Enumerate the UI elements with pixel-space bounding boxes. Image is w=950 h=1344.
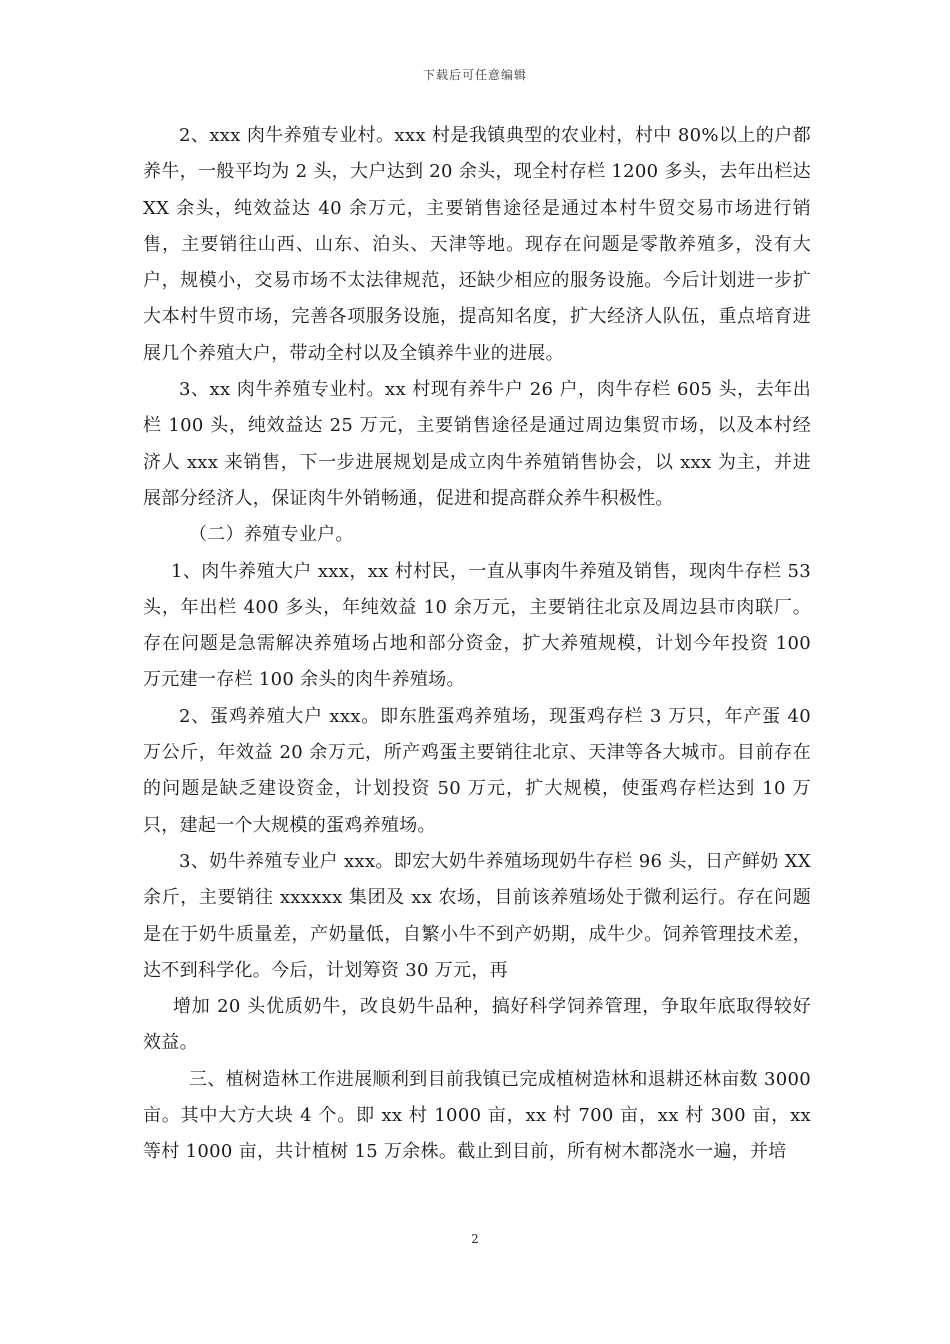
paragraph-dairy-continuation: 增加 20 头优质奶牛，改良奶牛品种，搞好科学饲养管理，争取年底取得较好效益。 [143,996,811,1054]
paragraph-egg-chicken-household: 2、蛋鸡养殖大户 xxx。即东胜蛋鸡养殖场，现蛋鸡存栏 3 万只，年产蛋 40 万公斤，年效益 20 余万元，所产鸡蛋主要销往北京、天津等各大城市。目前存在的问题是缺乏建设资金，计划投资 50 万元，扩大规模，使蛋鸡存栏达到 10 万只，建起一个大规模的蛋鸡养殖场。 [143,705,811,836]
paragraph-beef-cattle-household: 1、肉牛养殖大户 xxx，xx 村村民，一直从事肉牛养殖及销售，现肉牛存栏 53 头，年出栏 400 多头，年纯效益 10 余万元，主要销往北京及周边县市肉联厂。存在问题是急需解决养殖场占地和部分资金，扩大养殖规模，计划今年投资 100 万元建一存栏 100 余头的肉牛养殖场。 [143,560,811,691]
document-body [143,118,811,1171]
paragraph-dairy-cattle-household: 3、奶牛养殖专业户 xxx。即宏大奶牛养殖场现奶牛存栏 96 头，日产鲜奶 XX 余斤，主要销往 xxxxxx 集团及 xx 农场，目前该养殖场处于微利运行。存在问题是在于奶牛质量差，产奶量低，自繁小牛不到产奶期，成牛少。饲养管理技术差，达不到科学化。今后，计划筹资 30 万元，再 [143,850,811,981]
page-header: 下载后可任意编辑 [422,68,527,82]
paragraph-cattle-village-xxx: 2、xxx 肉牛养殖专业村。xxx 村是我镇典型的农业村，村中 80%以上的户都养牛，一般平均为 2 头，大户达到 20 余头，现全村存栏 1200 多头，去年出栏达 XX 余头，纯效益达 40 余万元，主要销售途径是通过本村牛贸交易市场进行销售，主要销往山西、山东、泊头、天津等地。现存在问题是零散养殖多，没有大户，规模小，交易市场不太法律规范，还缺少相应的服务设施。今后计划进一步扩大本村牛贸市场，完善各项服务设施，提高知名度，扩大经济人队伍，重点培育进展几个养殖大户，带动全村以及全镇养牛业的进展。 [143,125,811,364]
subsection-heading-breeding-households: （二）养殖专业户。 [189,524,354,546]
paragraph-cattle-village-xx: 3、xx 肉牛养殖专业村。xx 村现有养牛户 26 户，肉牛存栏 605 头，去年出栏 100 头，纯效益达 25 万元，主要销售途径是通过周边集贸市场，以及本村经济人 xxx 来销售，下一步进展规划是成立肉牛养殖销售协会，以 xxx 为主，并进展部分经济人，保证肉牛外销畅通，促进和提高群众养牛积极性。 [143,379,811,509]
page-number: 2 [471,1232,479,1246]
paragraph-afforestation: 三、植树造林工作进展顺利到目前我镇已完成植树造林和退耕还林亩数 3000 亩。其中大方大块 4 个。即 xx 村 1000 亩，xx 村 700 亩，xx 村 300 亩，xx 等村 1000 亩，共计植树 15 万余株。截止到目前，所有树木都浇水一遍，并培 [143,1068,811,1163]
